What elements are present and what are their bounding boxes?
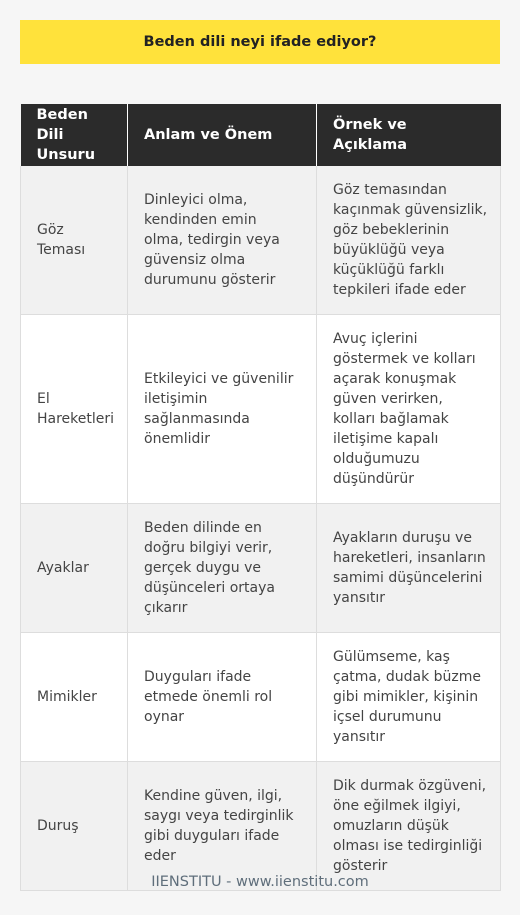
table-row bbox=[21, 762, 501, 891]
cell-meaning: Beden dilinde en doğru bilgiyi verir, gerçek duygu ve düşünceleri ortaya çıkarır bbox=[128, 504, 317, 633]
table-row bbox=[21, 633, 501, 762]
cell-example: Gülümseme, kaş çatma, dudak büzme gibi mimikler, kişinin içsel durumunu yansıtır bbox=[317, 633, 501, 762]
cell-meaning: Kendine güven, ilgi, saygı veya tedirginlik gibi duyguları ifade eder bbox=[128, 762, 317, 891]
cell-meaning: Etkileyici ve güvenilir iletişimin sağlanmasında önemlidir bbox=[128, 315, 317, 504]
table-row bbox=[21, 504, 501, 633]
cell-example: Göz temasından kaçınmak güvensizlik, göz bebeklerinin büyüklüğü veya küçüklüğü farklı tepkileri ifade eder bbox=[317, 166, 501, 315]
cell-example: Ayakların duruşu ve hareketleri, insanların samimi düşüncelerini yansıtır bbox=[317, 504, 501, 633]
footer-text: IIENSTITU - www.iienstitu.com bbox=[151, 874, 369, 890]
table-header-row bbox=[21, 104, 501, 166]
cell-element: Göz Teması bbox=[21, 166, 128, 315]
cell-meaning: Duyguları ifade etmede önemli rol oynar bbox=[128, 633, 317, 762]
header-meaning: Anlam ve Önem bbox=[128, 104, 317, 166]
cell-example: Dik durmak özgüveni, öne eğilmek ilgiyi, omuzların düşük olması ise tedirginliği gösterir bbox=[317, 762, 501, 891]
header-element: Beden Dili Unsuru bbox=[21, 104, 128, 166]
body-language-table bbox=[20, 104, 501, 891]
cell-element: Duruş bbox=[21, 762, 128, 891]
cell-example: Avuç içlerini göstermek ve kolları açarak konuşmak güven verirken, kolları bağlamak iletişime kapalı olduğumuzu düşündürür bbox=[317, 315, 501, 504]
title-banner bbox=[20, 20, 500, 64]
cell-element: Mimikler bbox=[21, 633, 128, 762]
cell-element: El Hareketleri bbox=[21, 315, 128, 504]
header-example: Örnek ve Açıklama bbox=[317, 104, 501, 166]
table-row bbox=[21, 166, 501, 315]
cell-element: Ayaklar bbox=[21, 504, 128, 633]
cell-meaning: Dinleyici olma, kendinden emin olma, tedirgin veya güvensiz olma durumunu gösterir bbox=[128, 166, 317, 315]
page-title: Beden dili neyi ifade ediyor? bbox=[143, 34, 377, 50]
table-row bbox=[21, 315, 501, 504]
